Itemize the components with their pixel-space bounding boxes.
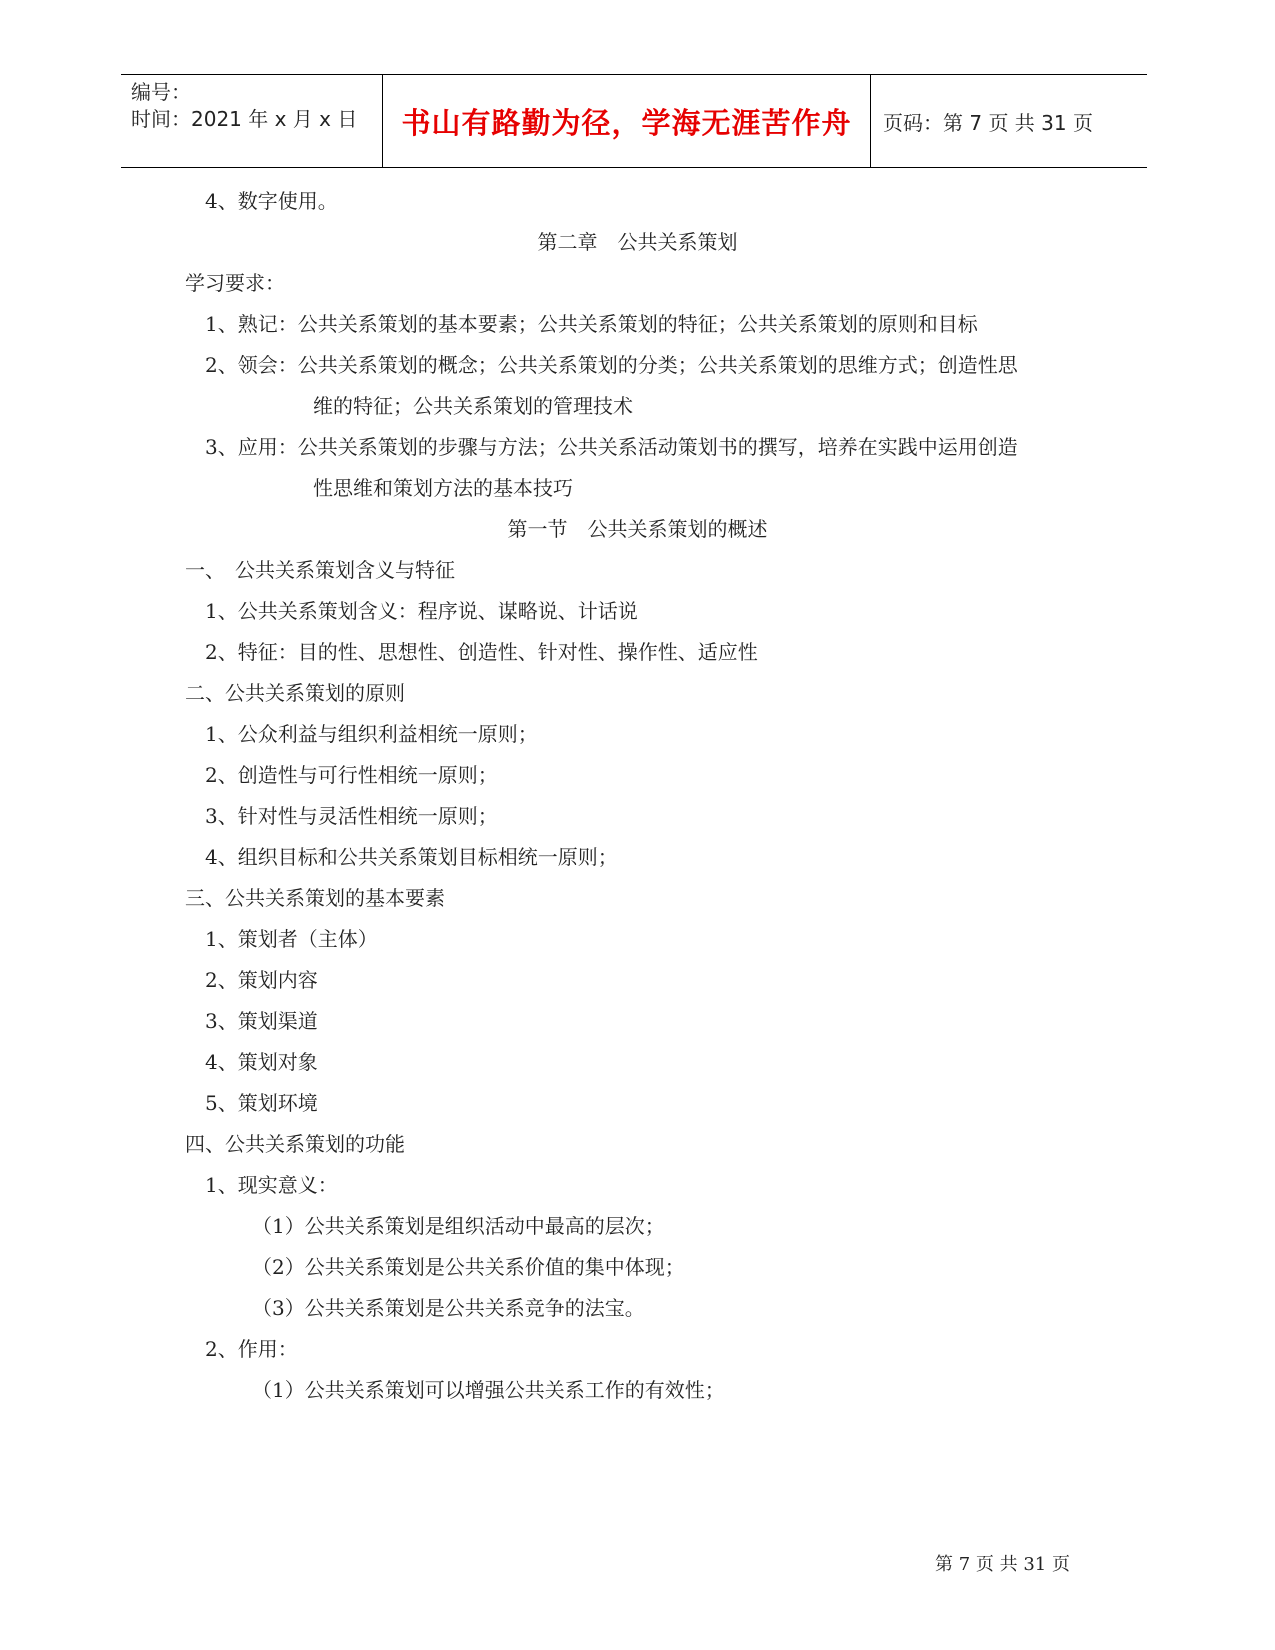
text-line: 1、公共关系策划含义：程序说、谋略说、计话说 <box>205 599 638 623</box>
text-line: 性思维和策划方法的基本技巧 <box>313 476 573 500</box>
document-number-label: 编号： <box>131 80 191 104</box>
text-line: 学习要求： <box>185 271 285 295</box>
text-line: （3）公共关系策划是公共关系竞争的法宝。 <box>252 1296 645 1320</box>
text-line: 1、现实意义： <box>205 1173 338 1197</box>
text-line: 三、公共关系策划的基本要素 <box>185 886 445 910</box>
text-line: 3、针对性与灵活性相统一原则； <box>205 804 498 828</box>
text-line: 2、创造性与可行性相统一原则； <box>205 763 498 787</box>
text-line: 1、公众利益与组织利益相统一原则； <box>205 722 538 746</box>
text-line: （1）公共关系策划是组织活动中最高的层次； <box>252 1214 665 1238</box>
text-line: 4、数字使用。 <box>205 189 338 213</box>
text-line: 2、策划内容 <box>205 968 318 992</box>
text-line: 二、公共关系策划的原则 <box>185 681 405 705</box>
document-time-label: 时间：2021 年 x 月 x 日 <box>131 107 358 131</box>
text-line: 四、公共关系策划的功能 <box>185 1132 405 1156</box>
text-line: 一、 公共关系策划含义与特征 <box>185 558 455 582</box>
header-motto: 书山有路勤为径，学海无涯苦作舟 <box>383 75 871 167</box>
text-line: 2、特征：目的性、思想性、创造性、针对性、操作性、适应性 <box>205 640 758 664</box>
chapter-title: 第二章 公共关系策划 <box>537 230 738 254</box>
text-line: 4、组织目标和公共关系策划目标相统一原则； <box>205 845 618 869</box>
text-line: 5、策划环境 <box>205 1091 318 1115</box>
header-page-label: 页码：第 7 页 共 31 页 <box>883 110 1093 135</box>
header-meta <box>121 75 383 167</box>
page-header <box>121 74 1147 168</box>
text-line: （1）公共关系策划可以增强公共关系工作的有效性； <box>252 1378 725 1402</box>
text-line: （2）公共关系策划是公共关系价值的集中体现； <box>252 1255 685 1279</box>
text-line: 3、策划渠道 <box>205 1009 318 1033</box>
text-line: 4、策划对象 <box>205 1050 318 1074</box>
text-line: 3、应用：公共关系策划的步骤与方法；公共关系活动策划书的撰写，培养在实践中运用创造 <box>205 435 1018 459</box>
text-line: 1、熟记：公共关系策划的基本要素；公共关系策划的特征；公共关系策划的原则和目标 <box>205 312 978 336</box>
text-line: 2、作用： <box>205 1337 298 1361</box>
text-line: 维的特征；公共关系策划的管理技术 <box>313 394 633 418</box>
text-line: 1、策划者（主体） <box>205 927 378 951</box>
page-footer: 第 7 页 共 31 页 <box>935 1554 1070 1575</box>
section-title: 第一节 公共关系策划的概述 <box>507 517 768 541</box>
text-line: 2、领会：公共关系策划的概念；公共关系策划的分类；公共关系策划的思维方式；创造性思 <box>205 353 1018 377</box>
